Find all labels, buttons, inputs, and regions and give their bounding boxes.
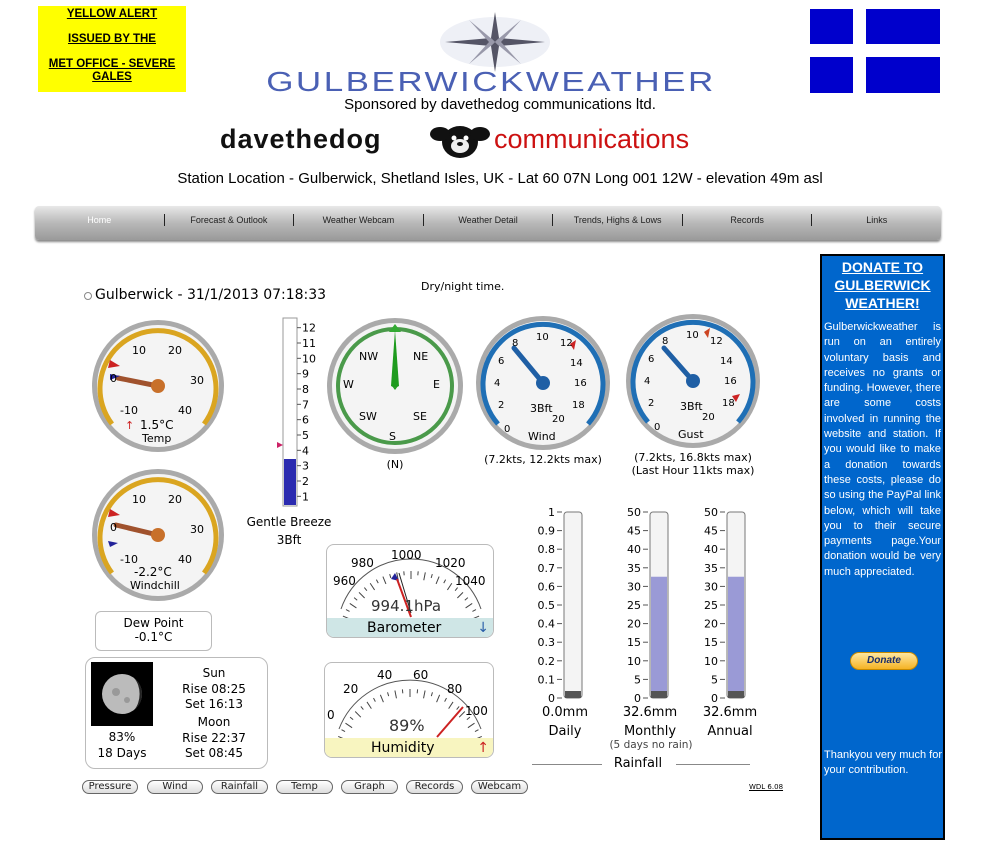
rain-tick-label: 0.7 xyxy=(537,561,555,575)
records-button[interactable]: Records xyxy=(406,780,463,794)
rain-daily-label: Daily xyxy=(548,724,582,739)
humidity-tick: 100 xyxy=(465,704,488,718)
dial-tick xyxy=(457,592,463,598)
dial-tick xyxy=(380,695,383,702)
dial-tick xyxy=(364,588,367,591)
rain-tick-label: 30 xyxy=(627,580,641,594)
dial-tick xyxy=(345,723,352,727)
humidity-tick: 80 xyxy=(447,682,463,696)
graph-button[interactable]: Graph xyxy=(341,780,398,794)
wind-tick: 2 xyxy=(498,400,505,411)
barometer-tick: 1040 xyxy=(455,574,486,588)
sunset: Set 16:13 xyxy=(184,697,244,711)
barometer-tick: 980 xyxy=(351,556,374,570)
dial-tick xyxy=(457,706,460,709)
dial-tick xyxy=(342,730,346,732)
temp-tick: 40 xyxy=(178,404,192,417)
wind-tick: 10 xyxy=(536,332,549,343)
windchill-label: Windchill xyxy=(130,579,180,592)
wind-tick: 20 xyxy=(552,414,565,425)
nav-records[interactable]: Records xyxy=(730,215,764,225)
dial-tick xyxy=(459,712,465,718)
sponsor-text: Sponsored by davethedog communications ltd. xyxy=(344,96,656,113)
temp-label: Temp xyxy=(142,432,172,445)
dial-tick xyxy=(466,603,473,607)
alert-line-1[interactable]: YELLOW ALERT xyxy=(66,8,158,20)
wind-tick: 0 xyxy=(504,424,511,435)
nav-weather-detail[interactable]: Weather Detail xyxy=(458,215,518,225)
barometer-label-bar xyxy=(327,618,494,638)
wind-caption: (7.2kts, 12.2kts max) xyxy=(484,453,602,466)
gust-tick: 20 xyxy=(702,412,715,423)
beaufort-tick-label: 12 xyxy=(302,321,316,335)
sponsor-logo-text[interactable]: davethedog xyxy=(220,124,382,154)
wind-tick: 14 xyxy=(570,358,583,369)
temp-tick: 20 xyxy=(168,344,182,357)
humidity-label-bar xyxy=(325,738,494,758)
moon-age: 18 Days xyxy=(97,746,147,760)
compass-rose-logo xyxy=(425,8,565,74)
compass-label: NE xyxy=(413,350,429,363)
rain-tick-label: 50 xyxy=(704,506,718,519)
compass-label: SW xyxy=(359,410,377,423)
dial-tick xyxy=(374,698,376,702)
moonset: Set 08:45 xyxy=(184,746,244,760)
dashboard-title: Gulberwick - 31/1/2013 07:18:33 xyxy=(95,287,327,303)
rain-tick-label: 35 xyxy=(627,561,641,575)
gust-tick: 2 xyxy=(648,398,655,409)
rain-tick-label: 0.9 xyxy=(537,524,555,538)
rain-tick-label: 0.2 xyxy=(537,654,555,668)
rain-tick-label: 50 xyxy=(627,506,641,519)
alert-line-3[interactable]: MET OFFICE - SEVERE GALES xyxy=(48,58,176,83)
dial-tick xyxy=(367,702,371,709)
compass-label: NW xyxy=(359,350,379,363)
dial-tick xyxy=(475,730,479,732)
beaufort-value: 3Bft xyxy=(276,533,302,547)
wind-tick: 6 xyxy=(498,356,505,367)
dial-tick xyxy=(447,583,451,590)
dial-tick xyxy=(472,610,476,612)
rain-tick-label: 0.4 xyxy=(537,617,555,631)
dial-tick xyxy=(350,717,353,720)
rain-annual-tube xyxy=(704,506,745,704)
rain-tube-base xyxy=(728,691,744,698)
rain-tick-label: 20 xyxy=(704,617,718,631)
nav-trends[interactable]: Trends, Highs & Lows xyxy=(573,215,662,225)
barometer-trend-icon: ↓ xyxy=(477,620,489,636)
beaufort-fill xyxy=(284,459,296,505)
humidity-tick: 0 xyxy=(327,708,335,722)
rain-tick-label: 0 xyxy=(711,692,718,704)
gust-tick: 6 xyxy=(648,354,655,365)
beaufort-ticks xyxy=(297,322,316,504)
dew-point-panel xyxy=(95,611,212,651)
rain-monthly-label: Monthly xyxy=(623,724,677,739)
dry-night-status: Dry/night time. xyxy=(421,280,505,293)
windchill-gauge xyxy=(90,467,226,603)
wind-tick: 16 xyxy=(574,378,587,389)
rain-monthly-value: 32.6mm xyxy=(622,705,678,720)
dial-tick xyxy=(424,690,426,698)
dial-tick xyxy=(424,572,426,580)
windchill-tick: 30 xyxy=(190,523,204,536)
windchill-tick: 40 xyxy=(178,553,192,566)
gust-bft: 3Bft xyxy=(680,400,703,413)
rain-tick-label: 15 xyxy=(704,636,718,650)
humidity-value: 89% xyxy=(389,716,425,735)
rainfall-title: Rainfall xyxy=(613,756,663,771)
wind-button[interactable]: Wind xyxy=(147,780,203,794)
site-title: GULBERWICKWEATHER xyxy=(266,66,716,97)
gust-caption-1: (7.2kts, 16.8kts max) xyxy=(634,451,752,464)
rain-tick-label: 40 xyxy=(704,543,718,557)
temp-tick: 0 xyxy=(110,372,117,385)
dial-tick xyxy=(390,574,391,578)
barometer-tick: 960 xyxy=(333,574,356,588)
wind-tick: 18 xyxy=(572,400,585,411)
dial-tick xyxy=(431,574,432,578)
dial-tick xyxy=(436,577,439,584)
rain-tick-label: 45 xyxy=(704,524,718,538)
temp-tick: 30 xyxy=(190,374,204,387)
wind-speed-gauge xyxy=(474,314,612,452)
humidity-needle xyxy=(437,707,463,737)
compass-label: SE xyxy=(413,410,427,423)
rain-tick-label: 30 xyxy=(704,580,718,594)
humidity-tick: 40 xyxy=(377,668,393,682)
wind-direction-compass xyxy=(325,316,465,456)
sun-heading: Sun xyxy=(202,666,226,680)
beaufort-tick-label: 3 xyxy=(302,459,309,473)
moonrise: Rise 22:37 xyxy=(182,731,246,745)
barometer-tick: 1020 xyxy=(435,556,466,570)
rainfall-rule-left xyxy=(532,764,602,765)
main-nav xyxy=(35,206,941,240)
rain-tick-label: 0.6 xyxy=(537,580,555,594)
dial-tick xyxy=(359,592,365,598)
rainfall-gauges xyxy=(520,504,760,704)
humidity-dial xyxy=(325,663,494,739)
rain-monthly-note: (5 days no rain) xyxy=(609,739,693,751)
windchill-value: -2.2°C xyxy=(134,565,172,579)
windchill-tick: 0 xyxy=(110,521,117,534)
dial-tick xyxy=(355,712,361,718)
rain-tick-label: 5 xyxy=(711,673,718,687)
moon-illumination: 83% xyxy=(108,730,136,744)
beaufort-tick-label: 2 xyxy=(302,475,309,488)
dial-tick xyxy=(455,588,458,591)
version-link[interactable]: WDL 6.08 xyxy=(749,783,784,791)
dew-point-value: -0.1°C xyxy=(134,630,173,644)
rain-monthly-tube xyxy=(627,506,668,704)
barometer-label: Barometer xyxy=(367,620,442,636)
rain-fill xyxy=(651,577,667,698)
gust-tick: 18 xyxy=(722,398,735,409)
sunrise: Rise 08:25 xyxy=(182,682,246,696)
rain-tick-label: 10 xyxy=(627,654,641,668)
dial-tick xyxy=(350,603,357,607)
pressure-button[interactable]: Pressure xyxy=(82,780,138,794)
rain-tick-label: 35 xyxy=(704,561,718,575)
rain-tick-label: 15 xyxy=(627,636,641,650)
dial-tick xyxy=(361,706,364,709)
dial-tick xyxy=(354,598,357,601)
rain-tick-label: 1 xyxy=(548,506,555,519)
nav-links[interactable]: Links xyxy=(866,215,888,225)
rain-daily-value: 0.0mm xyxy=(541,705,588,720)
compass-label: W xyxy=(343,378,354,391)
station-location: Station Location - Gulberwick, Shetland Isles, UK - Lat 60 07N Long 001 12W - elevation 49m asl xyxy=(177,170,823,187)
rain-tick-label: 0.1 xyxy=(537,673,555,687)
dial-tick xyxy=(346,610,350,612)
rain-tick-label: 0 xyxy=(548,692,555,704)
sponsor-logo-red-text[interactable]: communications xyxy=(494,124,690,154)
gust-tick: 0 xyxy=(654,422,661,433)
dial-tick xyxy=(468,723,475,727)
humidity-tick: 60 xyxy=(413,668,429,682)
gust-gauge xyxy=(624,312,762,450)
windchill-tick: -10 xyxy=(120,553,138,566)
temp-tick: -10 xyxy=(120,404,138,417)
donate-text: Gulberwickweather is run on an entirely voluntary basis and receives no grants or funding. However, there are some costs involved in running the website and station. If you would like to make a donation towards these costs, please do so using the PayPal link below, which will take you to their secure payments page.Your donation would be very much appreciated. xyxy=(824,321,941,578)
beaufort-tick-label: 8 xyxy=(302,383,309,396)
rain-daily-tube xyxy=(538,506,583,704)
rain-tick-label: 45 xyxy=(627,524,641,538)
beaufort-tick-label: 6 xyxy=(302,413,309,427)
rain-tick-label: 25 xyxy=(627,599,641,612)
compass-label: S xyxy=(389,430,396,443)
rain-tick-label: 0.5 xyxy=(537,599,555,612)
dial-tick xyxy=(370,583,374,590)
wind-label: Wind xyxy=(528,430,556,443)
dial-tick xyxy=(449,702,453,709)
gust-tick: 8 xyxy=(662,336,669,347)
rain-tube xyxy=(564,512,582,698)
humidity-trend-icon: ↑ xyxy=(477,740,489,756)
rain-tick-label: 0 xyxy=(634,692,641,704)
beaufort-max-marker xyxy=(277,442,283,448)
beaufort-tick-label: 1 xyxy=(302,490,309,504)
gust-caption-2: (Last Hour 11kts max) xyxy=(631,464,755,477)
temp-button[interactable]: Temp xyxy=(276,780,333,794)
dial-tick xyxy=(431,692,432,696)
webcam-button[interactable]: Webcam xyxy=(471,780,528,794)
rain-tube-base xyxy=(651,691,667,698)
yellow-alert-banner[interactable] xyxy=(38,6,186,92)
dial-tick xyxy=(465,598,468,601)
beaufort-scale xyxy=(275,314,325,514)
wind-tick: 4 xyxy=(494,378,501,389)
rain-tick-label: 20 xyxy=(627,617,641,631)
rain-tick-label: 10 xyxy=(704,654,718,668)
rain-tick-label: 5 xyxy=(634,673,641,687)
temp-tick: 10 xyxy=(132,344,146,357)
humidity-label: Humidity xyxy=(371,740,435,756)
donate-panel xyxy=(820,254,945,840)
barometer-value: 994.1hPa xyxy=(371,597,442,615)
gust-label: Gust xyxy=(678,428,704,441)
dial-tick xyxy=(444,580,446,584)
temp-trend-icon: ↑ xyxy=(125,419,135,432)
beaufort-tick-label: 10 xyxy=(302,352,316,366)
windchill-tick: 10 xyxy=(132,493,146,506)
rain-tick-label: 25 xyxy=(704,599,718,612)
barometer-panel xyxy=(326,544,494,638)
paypal-donate-button[interactable]: Donate xyxy=(850,652,918,670)
beaufort-description: Gentle Breeze xyxy=(246,515,332,529)
status-dot-icon xyxy=(83,291,93,301)
rainfall-rule-right xyxy=(676,764,750,765)
gust-tick: 16 xyxy=(724,376,737,387)
donate-title[interactable]: DONATE TO GULBERWICK WEATHER! xyxy=(834,259,931,311)
wind-bft: 3Bft xyxy=(530,402,553,415)
gust-tick: 14 xyxy=(720,356,733,367)
dial-tick xyxy=(388,692,389,696)
dog-logo-icon xyxy=(430,122,490,160)
dial-tick xyxy=(445,698,447,702)
dew-point-label: Dew Point xyxy=(123,616,184,630)
dial-tick xyxy=(437,695,440,702)
gust-tick: 10 xyxy=(686,330,699,341)
dial-tick xyxy=(383,577,386,584)
rain-tube-base xyxy=(565,691,581,698)
temp-value: 1.5°C xyxy=(140,418,174,432)
nav-home[interactable]: Home xyxy=(87,215,112,225)
shetland-flag xyxy=(810,9,940,93)
dial-tick xyxy=(395,690,397,698)
gust-tick: 4 xyxy=(644,376,651,387)
beaufort-tick-label: 9 xyxy=(302,367,309,381)
rainfall-button[interactable]: Rainfall xyxy=(211,780,268,794)
alert-line-2[interactable]: ISSUED BY THE xyxy=(68,33,156,45)
moon-heading: Moon xyxy=(197,715,231,729)
rain-annual-label: Annual xyxy=(707,724,753,739)
humidity-panel xyxy=(324,662,494,758)
rain-fill xyxy=(728,577,744,698)
rain-annual-value: 32.6mm xyxy=(702,705,758,720)
beaufort-tick-label: 4 xyxy=(302,444,309,458)
barometer-dial xyxy=(327,545,494,619)
wind-tick: 12 xyxy=(560,338,573,349)
wind-tick: 8 xyxy=(512,338,519,349)
barometer-tick: 1000 xyxy=(391,548,422,562)
wind-direction-value: (N) xyxy=(386,458,404,471)
nav-forecast[interactable]: Forecast & Outlook xyxy=(190,215,268,225)
dial-tick xyxy=(376,580,378,584)
moon-phase-icon xyxy=(91,662,153,726)
rain-tick-label: 0.8 xyxy=(537,543,555,557)
gust-tick: 12 xyxy=(710,336,723,347)
beaufort-tick-label: 7 xyxy=(302,398,309,412)
beaufort-tick-label: 11 xyxy=(302,337,316,350)
rain-tick-label: 0.3 xyxy=(537,636,555,650)
donate-thanks: Thankyou very much for your contribution. xyxy=(824,749,942,776)
sun-moon-panel xyxy=(85,657,268,769)
rain-tick-label: 40 xyxy=(627,543,641,557)
temp-gauge xyxy=(90,318,226,454)
beaufort-tick-label: 5 xyxy=(302,429,309,442)
nav-webcam[interactable]: Weather Webcam xyxy=(322,215,395,225)
compass-label: E xyxy=(433,378,440,391)
humidity-tick: 20 xyxy=(343,682,359,696)
windchill-tick: 20 xyxy=(168,493,182,506)
